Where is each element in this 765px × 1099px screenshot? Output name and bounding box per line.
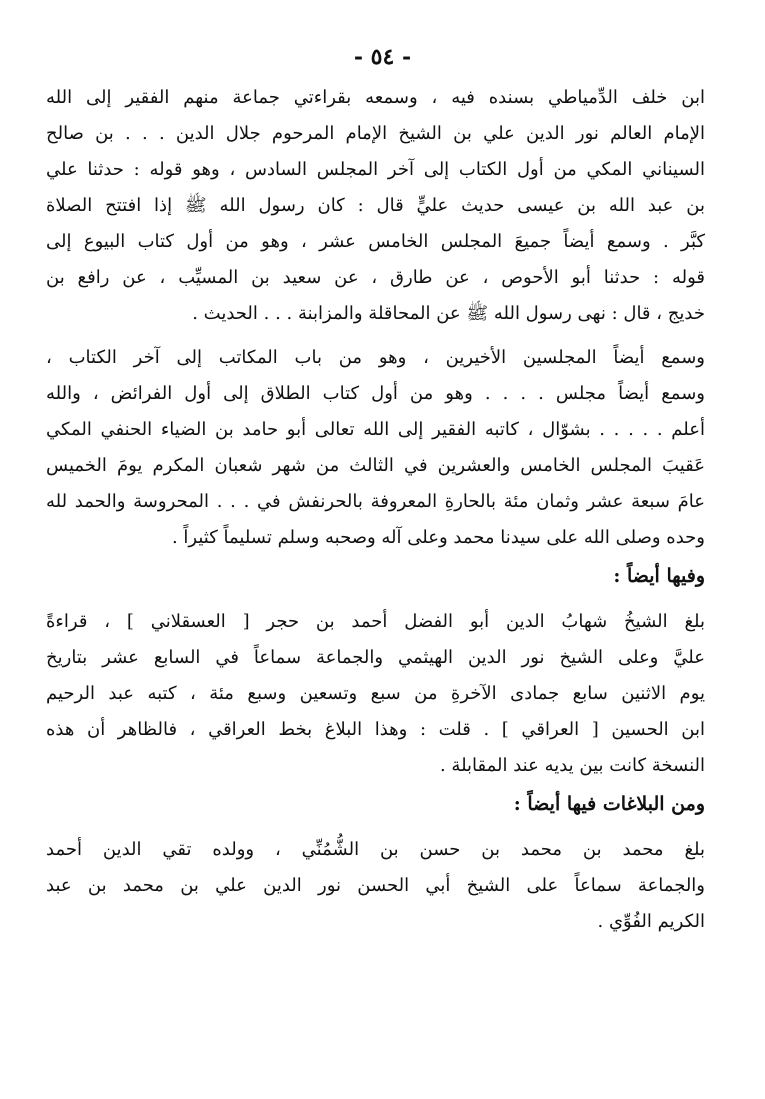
paragraph-gap [46, 824, 705, 832]
text-line: والجماعة سماعاً على الشيخ أبي الحسن نور الدين علي بن محمد بن عبد [46, 875, 705, 896]
text-line: أعلم . . . . . بشوّال ، كاتبه الفقير إلى الله تعالى أبو حامد بن الضياء الحنفي المكي [46, 419, 705, 440]
text-line: الإمام العالم نور الدين علي بن الشيخ الإمام المرحوم جلال الدين . . . بن صالح [46, 123, 705, 144]
text-line: خديج ، قال : نهى رسول الله ﷺ عن المحاقلة والمزابنة . . . الحديث . [192, 303, 705, 324]
text-line: عَقيبَ المجلس الخامس والعشرين في الثالث من شهر شعبان المكرم يومَ الخميس [46, 455, 705, 476]
text-line: ابن الحسين [ العراقي ] . قلت : وهذا البلاغ بخط العراقي ، فالظاهر أن هذه [46, 719, 705, 740]
text-line: بلغ محمد بن محمد بن حسن بن الشُّمُنِّي ، وولده تقي الدين أحمد [46, 839, 705, 860]
text-line: وحده وصلى الله على سيدنا محمد وعلى آله وصحبه وسلم تسليماً كثيراً . [171, 527, 705, 548]
text-line: كبَّر . وسمع أيضاً جميعَ المجلس الخامس عشر ، وهو من أول كتاب البيوع إلى [46, 231, 705, 252]
page-number: - ٥٤ - [353, 44, 412, 70]
text-line: بلغ الشيخُ شهابُ الدين أبو الفضل أحمد بن حجر [ العسقلاني ] ، قراءةً [46, 611, 705, 632]
body-text [46, 80, 705, 940]
text-line: عليَّ وعلى الشيخ نور الدين الهيثمي والجماعة سماعاً في السابع عشر بتاريخ [46, 647, 705, 668]
paragraph-4 [46, 832, 705, 940]
text-line: يوم الاثنين سابع جمادى الآخرةِ من سبع وتسعين وسبع مئة ، كتبه عبد الرحيم [46, 683, 705, 704]
text-line: وسمع أيضاً المجلسين الأخيرين ، وهو من باب المكاتب إلى آخر الكتاب ، [46, 347, 705, 368]
text-line: الكريم الفُوِّي . [597, 911, 705, 932]
paragraph-2 [46, 340, 705, 556]
paragraph-gap [46, 332, 705, 340]
text-line: النسخة كانت بين يديه عند المقابلة . [439, 755, 705, 776]
text-line: بن عبد الله بن عيسى حديث عليٍّ قال : كان رسول الله ﷺ إذا افتتح الصلاة [46, 195, 705, 216]
text-line: عامَ سبعة عشر وثمان مئة بالحارةِ المعروفة بالحرنفش في . . . المحروسة والحمد لله [46, 491, 705, 512]
text-line: ابن خلف الدِّمياطي بسنده فيه ، وسمعه بقراءتي جماعة منهم الفقير إلى الله [46, 87, 705, 108]
paragraph-gap [46, 596, 705, 604]
section-heading-1: وفيها أيضاً : [613, 565, 705, 587]
section-heading-2: ومن البلاغات فيها أيضاً : [513, 793, 705, 815]
text-line: السيناني المكي من أول الكتاب إلى آخر المجلس السادس ، وهو قوله : حدثنا علي [46, 159, 705, 180]
paragraph-3 [46, 604, 705, 784]
text-line: وسمع أيضاً مجلس . . . . وهو من أول كتاب الطلاق إلى أول الفرائض ، والله [46, 383, 705, 404]
text-line: قوله : حدثنا أبو الأحوص ، عن طارق ، عن سعيد بن المسيِّب ، عن رافع بن [46, 267, 705, 288]
paragraph-1 [46, 80, 705, 332]
